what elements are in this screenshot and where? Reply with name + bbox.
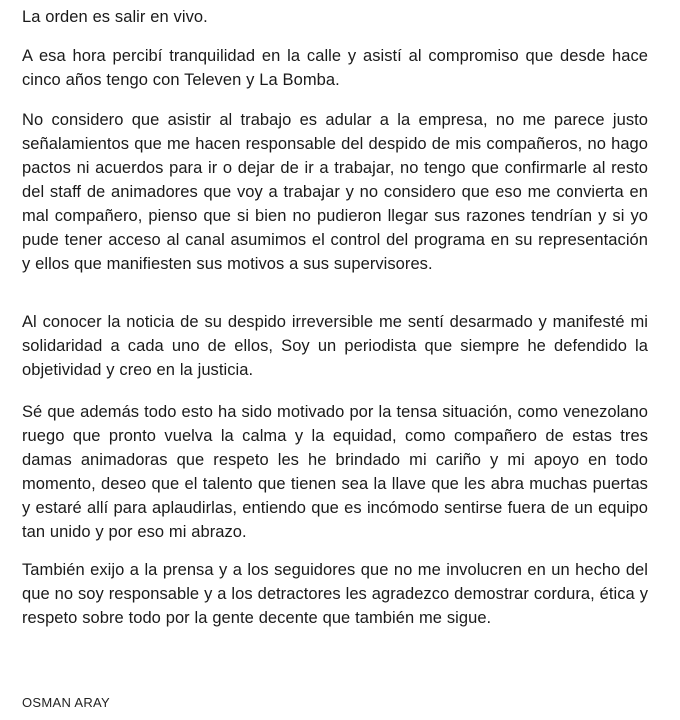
paragraph-1: La orden es salir en vivo. [22, 8, 208, 26]
paragraph-4: Al conocer la noticia de su despido irreversible me sentí desarmado y manifesté mi solidaridad a cada uno de ellos, Soy un periodista que siempre he defendido la objetividad y creo en la justicia. [22, 313, 648, 379]
paragraph-6: También exijo a la prensa y a los seguidores que no me involucren en un hecho del que no soy responsable y a los detractores les agradezco demostrar cordura, ética y respeto sobre todo por la gente decente que también me sigue. [22, 561, 648, 627]
paragraph-3: No considero que asistir al trabajo es adular a la empresa, no me parece justo señalamientos que me hacen responsable del despido de mis compañeros, no hago pactos ni acuerdos para ir o dejar de ir a trabajar, no tengo que confirmarle al resto del staff de animadores que voy a trabajar y no considero que eso me convierta en mal compañero, pienso que si bien no pudieron llegar sus razones tendrían y si yo pude tener acceso al canal asumimos el control del programa en su representación y ellos que manifiesten sus motivos a sus supervisores. [22, 111, 648, 273]
paragraph-5: Sé que además todo esto ha sido motivado por la tensa situación, como venezolano ruego que pronto vuelva la calma y la equidad, como compañero de estas tres damas animadoras que respeto les he brindado mi cariño y mi apoyo en todo momento, deseo que el talento que tienen sea la llave que les abra muchas puertas y estaré allí para aplaudirlas, entiendo que es incómodo sentirse fuera de un equipo tan unido y por eso mi abrazo. [22, 403, 648, 541]
paragraph-2: A esa hora percibí tranquilidad en la calle y asistí al compromiso que desde hace cinco años tengo con Televen y La Bomba. [22, 47, 648, 89]
signature: OSMAN ARAY [22, 695, 111, 710]
